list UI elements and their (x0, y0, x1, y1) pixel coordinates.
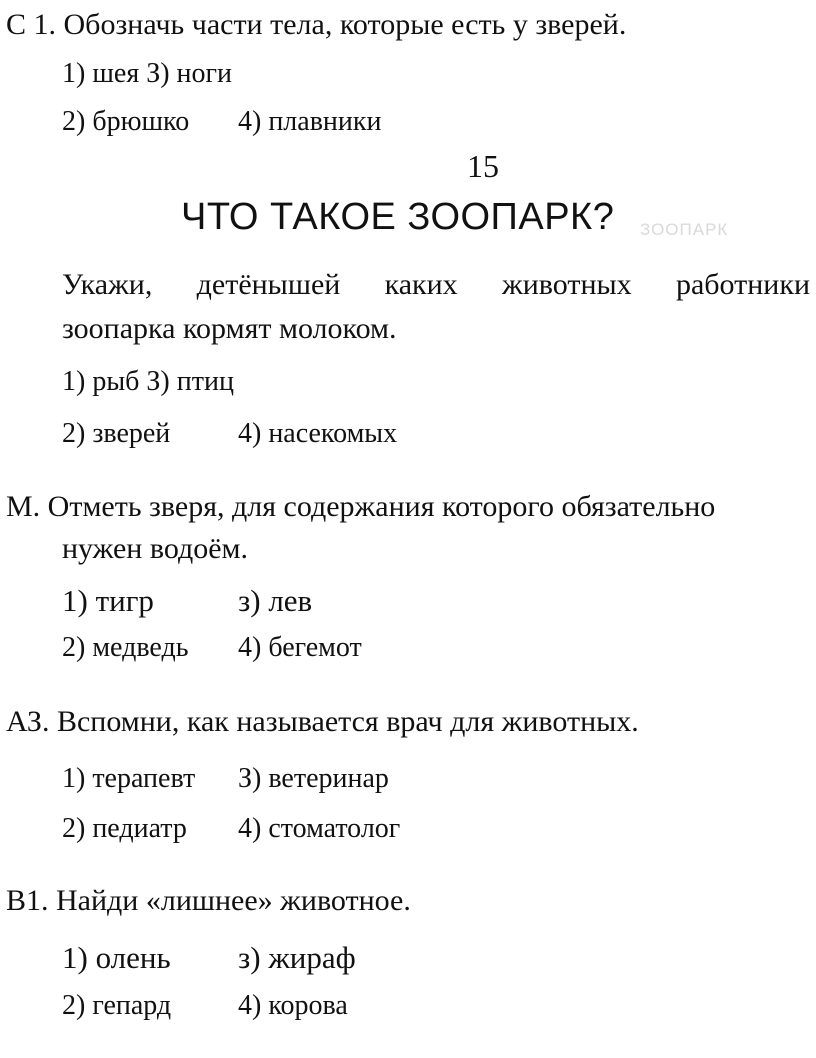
question-m-option-2: 2) медведь (62, 632, 189, 663)
question-c1-option-2: 2) брюшко (62, 106, 190, 137)
question-m-option-3: з) лев (238, 583, 313, 618)
question-15-option-2: 2) зверей (62, 418, 171, 449)
question-b1-prompt: В1. Найди «лишнее» животное. (6, 884, 411, 917)
question-b1-option-4: 4) корова (238, 990, 348, 1021)
question-m-option-1: 1) тигр (62, 583, 154, 618)
question-15-option-4: 4) насекомых (238, 418, 398, 449)
question-m-prompt: М. Отметь зверя, для содержания которого обязательно (6, 490, 716, 523)
question-15-prompt: Укажи, детёнышей каких животных работники (62, 268, 810, 301)
question-c1-option-4: 4) плавники (238, 106, 382, 137)
question-b1-option-1: 1) олень (62, 940, 171, 975)
question-a3-option-3: З) ветеринар (238, 763, 389, 794)
page-number: 15 (467, 148, 499, 184)
question-b1-option-2: 2) гепард (62, 990, 172, 1021)
question-m-option-4: 4) бегемот (238, 632, 362, 663)
question-a3-option-4: 4) стоматолог (238, 813, 401, 844)
question-a3-prompt: АЗ. Вспомни, как называется врач для животных. (6, 705, 639, 738)
question-15-prompt-cont: зоопарка кормят молоком. (62, 312, 397, 345)
question-a3-option-1: 1) терапевт (62, 763, 196, 794)
question-a3-option-2: 2) педиатр (62, 813, 187, 844)
faded-watermark: ЗООПАРК (640, 220, 729, 239)
question-m-prompt-cont: нужен водоём. (62, 532, 249, 565)
question-b1-option-3: з) жираф (238, 940, 356, 975)
question-c1-prompt: С 1. Обозначь части тела, которые есть у зверей. (6, 8, 627, 41)
section-title: ЧТО ТАКОЕ ЗООПАРК? (181, 196, 615, 238)
question-15-option-1-3: 1) рыб З) птиц (62, 366, 234, 397)
question-c1-option-1-3: 1) шея З) ноги (62, 58, 232, 89)
